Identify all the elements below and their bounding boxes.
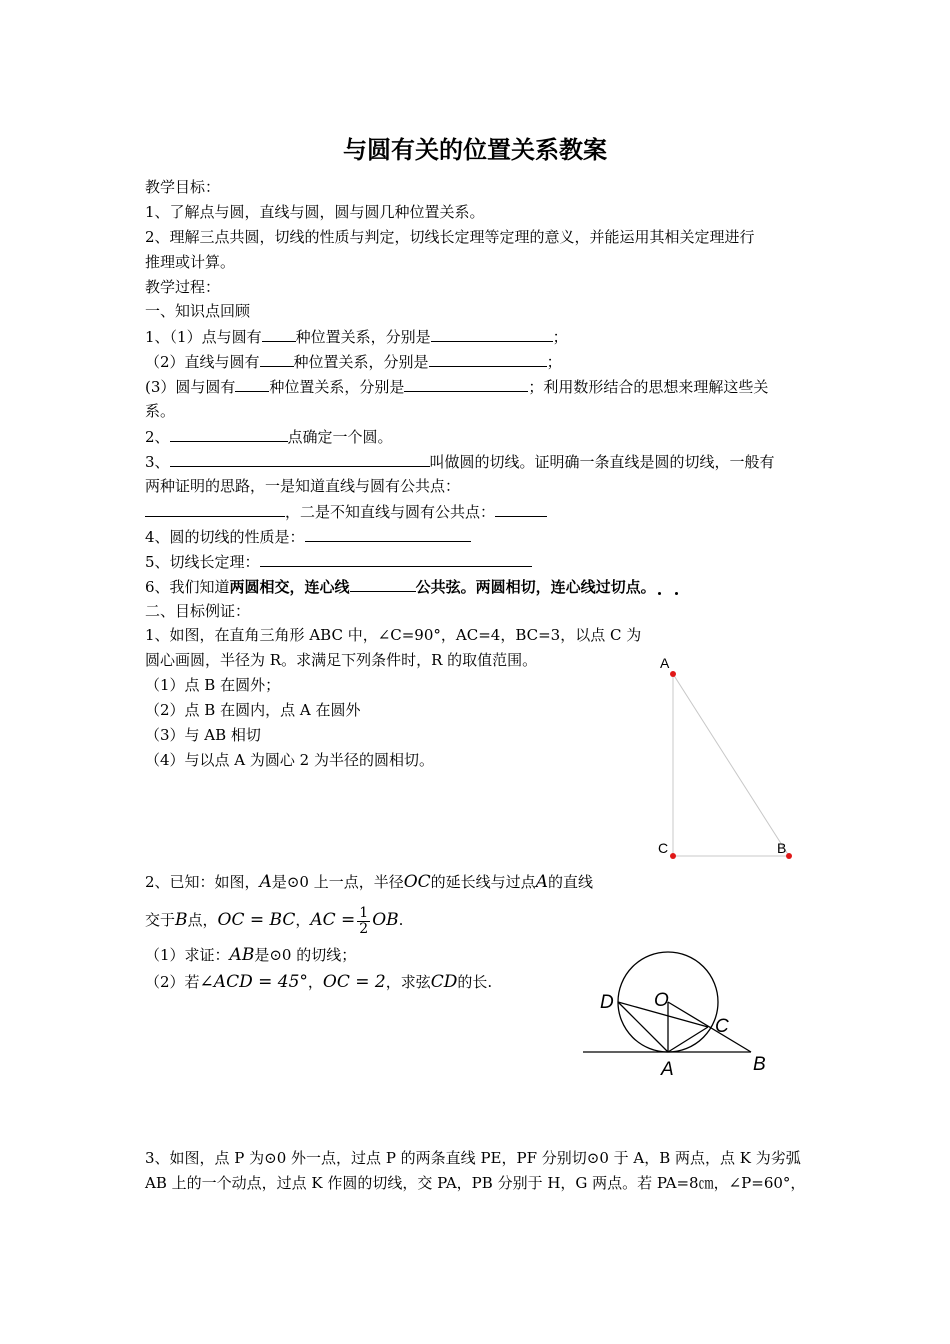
q1a-mid: 种位置关系，分别是 bbox=[295, 328, 431, 346]
ex2-q2 bbox=[145, 971, 492, 993]
fraction-numerator: 1 bbox=[359, 904, 369, 921]
math-b: B bbox=[175, 910, 188, 930]
question-3 bbox=[145, 450, 775, 473]
q2-pre: 2、 bbox=[145, 428, 170, 446]
ex2-text: . bbox=[398, 911, 404, 929]
ex2-q1 bbox=[145, 944, 356, 966]
section2-heading: 二、目标例证： bbox=[145, 602, 251, 620]
label-b: B bbox=[753, 1054, 766, 1075]
ex3-line1: 3、如图，点 P 为⊙0 外一点，过点 P 的两条直线 PE，PF 分别切⊙0 于 A，B 两点，点 K 为劣弧 bbox=[145, 1149, 801, 1167]
answer-blank[interactable] bbox=[431, 325, 553, 342]
circle-figure bbox=[575, 950, 790, 1085]
q3-pre: 3、 bbox=[145, 453, 170, 471]
math-equation: OC = BC bbox=[217, 910, 296, 930]
ex2-line1 bbox=[145, 871, 593, 893]
answer-blank[interactable] bbox=[404, 375, 528, 392]
ex2-text: （2）若 bbox=[145, 973, 200, 991]
ex2-text: 的直线 bbox=[547, 873, 593, 891]
point-c bbox=[670, 853, 676, 859]
label-o: O bbox=[654, 990, 669, 1011]
goal-item: 2、理解三点共圆，切线的性质与判定，切线长定理等定理的意义，并能运用其相关定理进行 bbox=[145, 228, 755, 246]
q1b-mid: 种位置关系，分别是 bbox=[293, 353, 429, 371]
q1b-pre: （2）直线与圆有 bbox=[145, 353, 260, 371]
question-1b bbox=[145, 350, 562, 373]
math-oc: OC bbox=[403, 872, 431, 892]
label-b: B bbox=[777, 840, 787, 856]
answer-blank[interactable] bbox=[170, 425, 288, 442]
ex1-item: （3）与 AB 相切 bbox=[145, 726, 261, 744]
answer-blank[interactable] bbox=[170, 450, 430, 467]
ex1-item: （1）点 B 在圆外； bbox=[145, 676, 281, 694]
question-5 bbox=[145, 550, 532, 573]
ex2-text: 是⊙0 上一点，半径 bbox=[271, 873, 404, 891]
q4-text: 4、圆的切线的性质是： bbox=[145, 528, 305, 546]
label-a: A bbox=[661, 1059, 674, 1080]
q1a-end: ； bbox=[552, 328, 568, 346]
math-angle: ∠ACD = 45° bbox=[199, 972, 308, 992]
ex2-text: ， bbox=[295, 911, 311, 929]
q1a-pre: 1、（1）点与圆有 bbox=[145, 328, 262, 346]
fraction-denominator: 2 bbox=[359, 920, 369, 937]
goal-item: 1、了解点与圆，直线与圆，圆与圆几种位置关系。 bbox=[145, 203, 485, 221]
q3-end: 叫做圆的切线。证明确一条直线是圆的切线，一般有 bbox=[429, 453, 775, 471]
answer-blank[interactable] bbox=[260, 550, 532, 567]
q6-bold2: 公共弦。两圆相切，连心线过切点。 bbox=[415, 578, 656, 596]
math-cd: CD bbox=[430, 972, 458, 992]
q1c-mid: 种位置关系，分别是 bbox=[269, 378, 405, 396]
ex1-line1: 1、如图，在直角三角形 ABC 中，∠C=90°，AC=4，BC=3，以点 C 为 bbox=[145, 626, 642, 644]
triangle-figure bbox=[645, 650, 805, 870]
q1c-continuation: 系。 bbox=[145, 402, 176, 420]
math-a: A bbox=[259, 872, 272, 892]
q2-end: 点确定一个圆。 bbox=[287, 428, 393, 446]
answer-blank[interactable] bbox=[260, 350, 294, 367]
answer-blank[interactable] bbox=[305, 525, 471, 542]
ex2-text: 交于 bbox=[145, 911, 176, 929]
q3-line3 bbox=[145, 500, 547, 523]
q3-continuation: 两种证明的思路，一是知道直线与圆有公共点： bbox=[145, 477, 461, 495]
emphasis-dot bbox=[658, 592, 661, 595]
answer-blank[interactable] bbox=[495, 500, 547, 517]
ex2-text: 的长. bbox=[457, 973, 493, 991]
ex2-text: ， bbox=[307, 973, 323, 991]
question-1a bbox=[145, 325, 568, 348]
answer-blank[interactable] bbox=[350, 575, 416, 592]
answer-blank[interactable] bbox=[429, 350, 547, 367]
question-6 bbox=[145, 575, 656, 598]
math-ob: OB bbox=[372, 910, 399, 930]
point-a bbox=[670, 671, 676, 677]
ex2-line2 bbox=[145, 904, 403, 937]
question-2 bbox=[145, 425, 393, 448]
label-a: A bbox=[660, 655, 670, 671]
ex3-line2: AB 上的一个动点，过点 K 作圆的切线，交 PA，PB 分别于 H，G 两点。若 PA=8㎝，∠P=60°， bbox=[145, 1174, 806, 1192]
math-equation: AC = bbox=[310, 910, 356, 930]
process-heading: 教学过程： bbox=[145, 278, 221, 296]
fraction bbox=[357, 906, 370, 937]
answer-blank[interactable] bbox=[235, 375, 269, 392]
ex2-text: （1）求证： bbox=[145, 946, 230, 964]
ex2-text: 的延长线与过点 bbox=[430, 873, 536, 891]
q1b-end: ； bbox=[546, 353, 562, 371]
question-1c bbox=[145, 375, 768, 398]
answer-blank[interactable] bbox=[262, 325, 296, 342]
math-equation: OC = 2 bbox=[322, 972, 386, 992]
point-b bbox=[786, 853, 792, 859]
ex2-text: 点， bbox=[187, 911, 218, 929]
q5-text: 5、切线长定理： bbox=[145, 553, 260, 571]
label-d: D bbox=[600, 992, 614, 1013]
goals-heading: 教学目标： bbox=[145, 178, 221, 196]
q3-mid: ，二是不知直线与圆有公共点： bbox=[285, 503, 496, 521]
goal-item: 推理或计算。 bbox=[145, 253, 236, 271]
triangle-abc bbox=[673, 674, 789, 856]
ex1-line2: 圆心画圆，半径为 R。求满足下列条件时，R 的取值范围。 bbox=[145, 651, 538, 669]
question-4 bbox=[145, 525, 471, 548]
ex2-text: 是⊙0 的切线； bbox=[254, 946, 357, 964]
emphasis-dot bbox=[675, 592, 678, 595]
answer-blank[interactable] bbox=[145, 500, 285, 517]
ex1-item: （2）点 B 在圆内，点 A 在圆外 bbox=[145, 701, 361, 719]
q1c-pre: (3）圆与圆有 bbox=[145, 378, 236, 396]
ex1-item: （4）与以点 A 为圆心 2 为半径的圆相切。 bbox=[145, 751, 434, 769]
ex2-text: ，求弦 bbox=[385, 973, 431, 991]
q6-pre: 6、我们知道 bbox=[145, 578, 230, 596]
q6-bold1: 两圆相交，连心线 bbox=[229, 578, 350, 596]
label-c: C bbox=[658, 840, 669, 856]
section1-heading: 一、知识点回顾 bbox=[145, 302, 251, 320]
math-a: A bbox=[535, 872, 548, 892]
q1c-end: ；利用数形结合的思想来理解这些关 bbox=[528, 378, 769, 396]
ex2-text: 2、已知：如图， bbox=[145, 873, 260, 891]
label-c: C bbox=[715, 1016, 729, 1037]
page-title: 与圆有关的位置关系教案 bbox=[343, 136, 607, 164]
math-ab: AB bbox=[229, 945, 255, 965]
